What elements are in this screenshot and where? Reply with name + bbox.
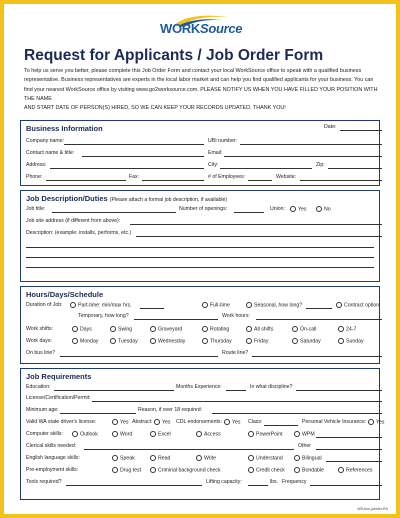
description-line[interactable] bbox=[26, 257, 374, 258]
shift-days-checkbox[interactable]: Days bbox=[72, 326, 92, 332]
union-yes-radio[interactable]: Yes bbox=[290, 206, 306, 212]
wpm-field[interactable] bbox=[316, 437, 382, 438]
english-speak-checkbox[interactable]: Speak bbox=[112, 455, 135, 461]
company-name-field[interactable] bbox=[64, 144, 204, 145]
day-sunday-checkbox[interactable]: Sunday bbox=[338, 338, 364, 344]
skill-powerpoint-checkbox[interactable]: PowerPoint bbox=[248, 431, 283, 437]
lifting-capacity-field[interactable] bbox=[248, 485, 268, 486]
address-field[interactable] bbox=[50, 168, 204, 169]
english-write-checkbox[interactable]: Write bbox=[196, 455, 216, 461]
description-line[interactable] bbox=[26, 247, 374, 248]
other-skills-field[interactable] bbox=[316, 449, 382, 450]
description-line[interactable] bbox=[26, 267, 374, 268]
shift-rotating-checkbox[interactable]: Rotating bbox=[202, 326, 229, 332]
email-field[interactable] bbox=[224, 156, 382, 157]
english-skills-row: English language skills: Speak Read Write Understand Bilingual bbox=[26, 455, 374, 464]
hours-schedule-section: Hours/Days/Schedule Duration of Job: Part-time: min/max hrs. Full-time Seasonal, how long? Contract option Temporary, how long? Work hours: Work shifts: Days Swing Graveyard Rotating All shifts On-call 24-7 Work days: Monday Tuesday Wednesday Thursday Friday Saturday Sunday On bus line? Route line? bbox=[20, 286, 380, 364]
seasonal-length-field[interactable] bbox=[306, 308, 332, 309]
insurance-yes-radio[interactable]: Yes bbox=[368, 419, 384, 425]
english-understand-checkbox[interactable]: Understand bbox=[248, 455, 283, 461]
license-field[interactable] bbox=[92, 401, 382, 402]
computer-skills-row: Computer skills: Outlook Word Excel Access PowerPoint WPM bbox=[26, 431, 374, 440]
english-bilingual-checkbox[interactable]: Bilingual bbox=[294, 455, 322, 461]
day-saturday-checkbox[interactable]: Saturday bbox=[292, 338, 321, 344]
openings-field[interactable] bbox=[234, 212, 264, 213]
part-time-hours-field[interactable] bbox=[140, 308, 164, 309]
zip-field[interactable] bbox=[328, 168, 382, 169]
page-title: Request for Applicants / Job Order Form bbox=[24, 47, 324, 64]
job-order-form-page: WORKSource Request for Applicants / Job Order Form To help us serve you better, please complete this Job Order Form and contact your local WorkSource office to speak with a qualified business representative. Business representatives are experts in the local labor market and can help you find qualified applicants for your business. You can find your nearest WorkSource office by visiting www.go2worksource.com. PLEASE NOTIFY US WHEN YOU HAVE FILLED YOUR POSITION WITH THE NAME AND START DATE OF PERSON(S) HIRED, SO WE CAN KEEP YOUR RECORDS UPDATED. THANK YOU! Business Information Date: Company name: UBI number: Contact name & title: Email: Address: City: Zip: Phone: Fax: # of Employees: Website: Job Description/Duties (Please attach a formal job description, if available) Job title: Number of openings: Union: Yes No Job site address (if different from above): Description: (example: installs, performs, etc.) Hours/Days/Schedule Duration of Job: Part-time: min/max hrs. Full-time Seasonal, how long? Contract option Temporary, how long? Work hours: Work shifts: Days Swing Graveyard Rotating All shifts On-call 24-7 Work days: Monday Tuesday Wednesday Thursday Friday Saturday Sunday On bus line? Route line? Job Requirements Education: Months Experience: In what discipline? License/Certification/Permit: Minimum age: Reason, if over 18 required: Valid WA state driver's license: Yes Abstract: Yes CDL endorsements: Yes Class: Personal Vehicle Insurance: Yes Computer skills: Outlook Word Excel Access PowerPoint WPM Clerical skills needed: Other English language skills: Speak Read Write Understand Bilingual Pre-employment skills: Drug test Criminal background check Credit check Bondable References Tools required? Lifting capacity: lbs. Frequency WS-bus-jobrder-EN bbox=[0, 0, 400, 518]
minimum-age-field[interactable] bbox=[60, 413, 136, 414]
day-tuesday-checkbox[interactable]: Tuesday bbox=[110, 338, 138, 344]
age-reason-field[interactable] bbox=[212, 413, 382, 414]
business-information-section: Business Information Date: Company name: UBI number: Contact name & title: Email: Address: City: Zip: Phone: Fax: # of Employees: Website: bbox=[20, 120, 380, 186]
city-field[interactable] bbox=[220, 168, 312, 169]
day-wednesday-checkbox[interactable]: Wednesday bbox=[150, 338, 185, 344]
work-shifts-row: Work shifts: Days Swing Graveyard Rotating All shifts On-call 24-7 bbox=[26, 326, 357, 333]
fax-field[interactable] bbox=[142, 180, 204, 181]
skill-wpm-checkbox[interactable]: WPM bbox=[294, 431, 315, 437]
work-days-row: Work days: Monday Tuesday Wednesday Thursday Friday Saturday Sunday bbox=[26, 338, 364, 345]
route-line-field[interactable] bbox=[252, 356, 382, 357]
day-monday-checkbox[interactable]: Monday bbox=[72, 338, 98, 344]
seasonal-radio[interactable]: Seasonal, how long? bbox=[246, 302, 302, 308]
shift-swing-checkbox[interactable]: Swing bbox=[110, 326, 132, 332]
tools-field[interactable] bbox=[66, 485, 202, 486]
phone-field[interactable] bbox=[46, 180, 126, 181]
pre-drug-test-checkbox[interactable]: Drug test bbox=[112, 467, 141, 473]
skill-excel-checkbox[interactable]: Excel bbox=[150, 431, 171, 437]
pre-references-checkbox[interactable]: References bbox=[338, 467, 373, 473]
pre-background-check-checkbox[interactable]: Criminal background check bbox=[150, 467, 221, 473]
form-id: WS-bus-jobrder-EN bbox=[357, 507, 388, 511]
job-title-field[interactable] bbox=[52, 212, 176, 213]
class-field[interactable] bbox=[264, 425, 298, 426]
job-description-section: Job Description/Duties (Please attach a formal job description, if available) Job title: Number of openings: Union: Yes No Job site address (if different from above): Description: (example: installs, performs, etc.) bbox=[20, 190, 380, 282]
frequency-field[interactable] bbox=[310, 485, 382, 486]
shift-graveyard-checkbox[interactable]: Graveyard bbox=[150, 326, 182, 332]
day-friday-checkbox[interactable]: Friday bbox=[246, 338, 268, 344]
months-experience-field[interactable] bbox=[226, 390, 246, 391]
date-field[interactable] bbox=[340, 130, 382, 131]
pre-credit-check-checkbox[interactable]: Credit check bbox=[248, 467, 285, 473]
clerical-skills-field[interactable] bbox=[84, 449, 294, 450]
shift-on-call-checkbox[interactable]: On-call bbox=[292, 326, 316, 332]
full-time-radio[interactable]: Full-time bbox=[202, 302, 230, 308]
temporary-length-field[interactable] bbox=[134, 319, 218, 320]
description-field[interactable] bbox=[136, 236, 382, 237]
pre-bondable-checkbox[interactable]: Bondable bbox=[294, 467, 324, 473]
abstract-yes-radio[interactable]: Yes bbox=[154, 419, 170, 425]
work-hours-field[interactable] bbox=[256, 319, 382, 320]
part-time-radio[interactable]: Part-time: min/max hrs. bbox=[70, 302, 132, 308]
license-yes-radio[interactable]: Yes bbox=[112, 419, 128, 425]
shift-all-checkbox[interactable]: All shifts bbox=[246, 326, 273, 332]
union-no-radio[interactable]: No bbox=[316, 206, 331, 212]
english-read-checkbox[interactable]: Read bbox=[150, 455, 170, 461]
skill-access-checkbox[interactable]: Access bbox=[196, 431, 221, 437]
job-site-field[interactable] bbox=[130, 224, 382, 225]
job-requirements-section: Job Requirements Education: Months Experience: In what discipline? License/Certification/Permit: Minimum age: Reason, if over 18 required: Valid WA state driver's license: Yes Abstract: Yes CDL endorsements: Yes Class: Personal Vehicle Insurance: Yes Computer skills: Outlook Word Excel Access PowerPoint WPM Clerical skills needed: Other English language skills: Speak Read Write Understand Bilingual Pre-employment skills: Drug test Criminal background check Credit check Bondable References Tools required? Lifting capacity: lbs. Frequency bbox=[20, 368, 380, 500]
skill-outlook-checkbox[interactable]: Outlook bbox=[72, 431, 98, 437]
day-thursday-checkbox[interactable]: Thursday bbox=[202, 338, 232, 344]
pre-employment-row: Pre-employment skills: Drug test Criminal background check Credit check Bondable References bbox=[26, 467, 373, 474]
cdl-yes-radio[interactable]: Yes bbox=[224, 419, 240, 425]
intro-paragraph: To help us serve you better, please complete this Job Order Form and contact your local WorkSource office to speak with a qualified business representative. Business representatives are experts in the local labor market and can help you find qualified applicants for your business. You can find your nearest WorkSource office by visiting www.go2worksource.com. PLEASE NOTIFY US WHEN YOU HAVE FILLED YOUR POSITION WITH THE NAME AND START DATE OF PERSON(S) HIRED, SO WE CAN KEEP YOUR RECORDS UPDATED. THANK YOU! bbox=[24, 68, 378, 112]
bilingual-field[interactable] bbox=[326, 461, 382, 462]
skill-word-checkbox[interactable]: Word bbox=[112, 431, 132, 437]
education-field[interactable] bbox=[54, 390, 174, 391]
contract-option-radio[interactable]: Contract option bbox=[336, 302, 379, 308]
ubi-number-field[interactable] bbox=[240, 144, 382, 145]
discipline-field[interactable] bbox=[296, 390, 382, 391]
contact-name-field[interactable] bbox=[82, 156, 204, 157]
shift-24-7-checkbox[interactable]: 24-7 bbox=[338, 326, 356, 332]
bus-line-field[interactable] bbox=[60, 356, 218, 357]
employees-field[interactable] bbox=[248, 180, 272, 181]
website-field[interactable] bbox=[300, 180, 382, 181]
